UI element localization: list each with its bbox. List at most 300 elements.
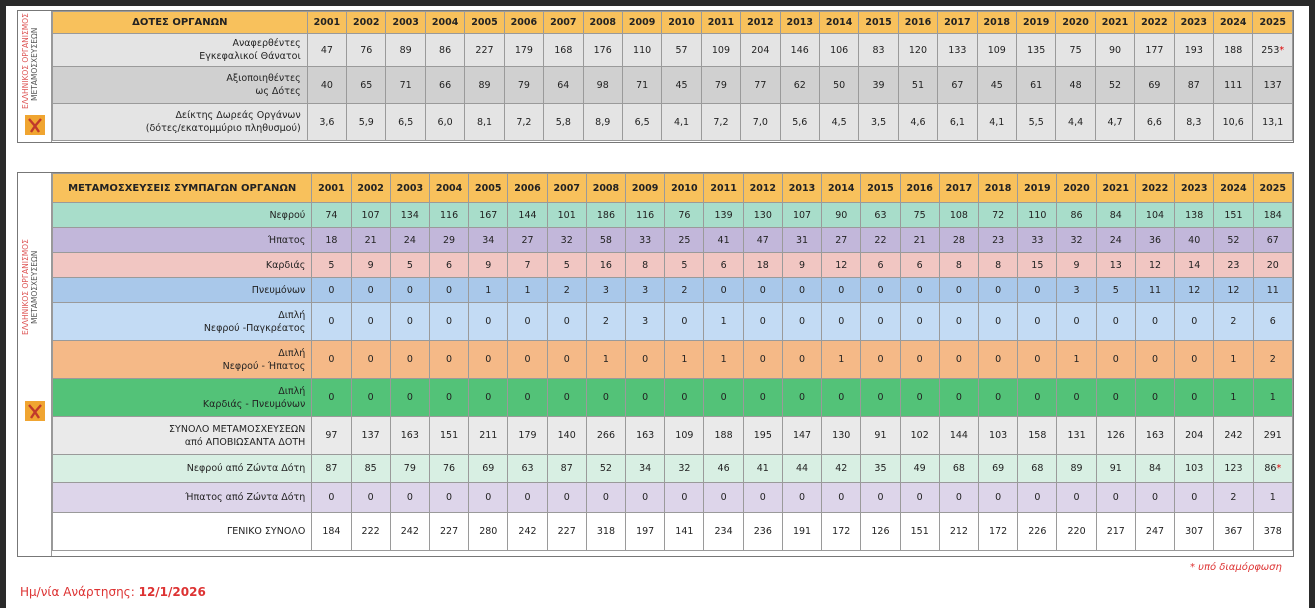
- data-cell: [665, 341, 704, 379]
- data-cell: [429, 253, 468, 278]
- data-cell: [1057, 379, 1096, 417]
- data-cell: [1018, 341, 1057, 379]
- cell-value: 0: [642, 392, 649, 403]
- year-header: 2018: [979, 174, 1018, 203]
- data-cell: [544, 104, 583, 141]
- cell-value: 0: [642, 492, 649, 503]
- data-cell: [351, 513, 390, 551]
- cell-value: 9: [1073, 259, 1080, 271]
- data-cell: [1175, 203, 1214, 228]
- cell-value: 86: [1070, 209, 1083, 221]
- data-cell: [547, 278, 586, 303]
- data-cell: [979, 253, 1018, 278]
- cell-value: 0: [602, 392, 609, 403]
- cell-value: 1: [1269, 492, 1276, 503]
- cell-value: 0: [916, 392, 923, 403]
- cell-value: 135: [1027, 44, 1046, 56]
- cell-value: 0: [1034, 316, 1041, 327]
- data-cell: [1057, 228, 1096, 253]
- data-cell: [547, 303, 586, 341]
- cell-value: 137: [361, 430, 380, 441]
- cell-value: 28: [952, 234, 965, 246]
- data-cell: [508, 303, 547, 341]
- cell-value: 79: [403, 463, 416, 474]
- data-cell: [1214, 417, 1253, 455]
- org-name-vertical: ΕΛΛΗΝΙΚΟΣ ΟΡΓΑΝΙΣΜΟΣ ΜΕΤΑΜΟΣΧΕΥΣΕΩΝ: [21, 239, 39, 335]
- cell-value: 7: [524, 259, 531, 271]
- data-cell: [938, 67, 977, 104]
- data-cell: [1096, 417, 1135, 455]
- data-cell: [504, 67, 543, 104]
- cell-value: 87: [560, 463, 573, 474]
- data-cell: [626, 303, 665, 341]
- cell-value: 1: [720, 354, 727, 365]
- row-label: [53, 67, 308, 104]
- data-cell: [351, 455, 390, 483]
- data-cell: [819, 67, 858, 104]
- data-cell: [701, 34, 740, 67]
- cell-value: 0: [1073, 492, 1080, 503]
- data-cell: [508, 379, 547, 417]
- cell-value: 0: [485, 492, 492, 503]
- data-cell: [586, 513, 625, 551]
- cell-value: 103: [1185, 463, 1204, 474]
- data-cell: [822, 303, 861, 341]
- cell-value: 168: [554, 44, 573, 56]
- cell-value: 106: [830, 44, 849, 56]
- cell-value: 0: [1073, 316, 1080, 327]
- data-cell: [979, 341, 1018, 379]
- data-cell: [939, 455, 978, 483]
- data-cell: [586, 253, 625, 278]
- data-cell: [859, 34, 898, 67]
- cell-value: 253: [1261, 44, 1280, 56]
- data-cell: [662, 67, 701, 104]
- data-cell: [508, 203, 547, 228]
- data-cell: [743, 278, 782, 303]
- cell-value: 204: [751, 44, 770, 56]
- cell-value: 236: [753, 526, 772, 537]
- data-cell: [743, 483, 782, 513]
- cell-value: 6: [720, 259, 727, 271]
- cell-value: 57: [675, 44, 688, 56]
- data-cell: [390, 253, 429, 278]
- cell-value: 0: [995, 492, 1002, 503]
- cell-value: 109: [675, 430, 694, 441]
- cell-value: 217: [1106, 526, 1125, 537]
- year-header: 2007: [547, 174, 586, 203]
- data-cell: [544, 34, 583, 67]
- data-cell: [351, 483, 390, 513]
- data-cell: [704, 203, 743, 228]
- cell-value: 0: [681, 316, 688, 327]
- data-cell: [939, 513, 978, 551]
- cell-value: 42: [835, 463, 848, 474]
- cell-value: 0: [563, 354, 570, 365]
- data-cell: [508, 513, 547, 551]
- cell-value: 33: [1031, 234, 1044, 246]
- cell-value: 69: [482, 463, 495, 474]
- year-header: 2008: [583, 12, 622, 34]
- year-header: 2014: [819, 12, 858, 34]
- data-cell: [547, 253, 586, 278]
- data-cell: [547, 483, 586, 513]
- cell-value: 0: [1191, 316, 1198, 327]
- data-cell: [822, 341, 861, 379]
- cell-value: 32: [560, 234, 573, 246]
- cell-value: 71: [399, 79, 412, 91]
- cell-value: 0: [799, 354, 806, 365]
- cell-value: 0: [485, 354, 492, 365]
- data-cell: [626, 455, 665, 483]
- data-cell: [898, 67, 937, 104]
- data-cell: [704, 483, 743, 513]
- data-cell: [861, 455, 900, 483]
- data-cell: [979, 203, 1018, 228]
- data-cell: [586, 228, 625, 253]
- data-cell: [861, 513, 900, 551]
- year-header: 2020: [1057, 174, 1096, 203]
- cell-value: 0: [720, 492, 727, 503]
- data-cell: [1253, 303, 1292, 341]
- data-cell: [508, 417, 547, 455]
- year-header: 2009: [626, 174, 665, 203]
- cell-value: 8,3: [1186, 116, 1202, 128]
- data-cell: [1175, 341, 1214, 379]
- cell-value: 52: [1227, 234, 1240, 246]
- data-cell: [386, 34, 425, 67]
- cell-value: 34: [639, 463, 652, 474]
- data-cell: [861, 483, 900, 513]
- cell-value: 212: [949, 526, 968, 537]
- data-cell: [1057, 253, 1096, 278]
- cell-value: 51: [911, 79, 925, 91]
- data-cell: [312, 513, 351, 551]
- data-cell: [939, 228, 978, 253]
- data-cell: [504, 34, 543, 67]
- data-cell: [1175, 379, 1214, 417]
- year-header: 2023: [1174, 12, 1213, 34]
- cell-value: 67: [1266, 234, 1279, 246]
- cell-value: 3,6: [319, 116, 335, 128]
- cell-value: 0: [602, 492, 609, 503]
- cell-value: 0: [367, 316, 374, 327]
- cell-value: 66: [439, 79, 452, 91]
- cell-value: 11: [1266, 284, 1279, 296]
- cell-value: 6,5: [634, 116, 650, 128]
- cell-value: 63: [874, 209, 887, 221]
- cell-value: 172: [989, 526, 1008, 537]
- data-cell: [1135, 379, 1174, 417]
- cell-value: 79: [517, 79, 530, 91]
- cell-value: 0: [446, 354, 453, 365]
- data-cell: [469, 379, 508, 417]
- year-header: 2005: [465, 12, 504, 34]
- cell-value: 0: [524, 316, 531, 327]
- data-cell: [469, 228, 508, 253]
- cell-value: 172: [832, 526, 851, 537]
- data-cell: [1056, 34, 1095, 67]
- data-cell: [312, 303, 351, 341]
- data-cell: [390, 228, 429, 253]
- cell-value: 10,6: [1222, 116, 1244, 128]
- year-header: 2023: [1175, 174, 1214, 203]
- cell-value: 6,1: [949, 116, 965, 128]
- cell-value: 12: [1148, 259, 1162, 271]
- cell-value: 109: [711, 44, 730, 56]
- cell-value: 6,6: [1146, 116, 1162, 128]
- data-cell: [312, 203, 351, 228]
- data-cell: [307, 34, 346, 67]
- data-cell: [1016, 104, 1055, 141]
- data-cell: [859, 104, 898, 141]
- data-cell: [780, 34, 819, 67]
- data-cell: [586, 455, 625, 483]
- data-cell: [704, 278, 743, 303]
- row-label-line1: Διπλή: [278, 309, 306, 321]
- data-cell: [1253, 253, 1292, 278]
- row-label-line2: ως Δότες: [255, 86, 301, 97]
- data-cell: [586, 278, 625, 303]
- cell-value: 12: [1227, 284, 1240, 296]
- cell-value: 79: [714, 79, 727, 91]
- cell-value: 0: [1034, 354, 1041, 365]
- data-cell: [782, 379, 821, 417]
- cell-value: 36: [1148, 234, 1162, 246]
- cell-value: 62: [793, 79, 806, 91]
- cell-value: 39: [872, 79, 885, 91]
- cell-value: 74: [325, 209, 338, 221]
- row-label-line1: ΣΥΝΟΛΟ ΜΕΤΑΜΟΣΧΕΥΣΕΩΝ: [169, 423, 306, 435]
- cell-value: 23: [992, 234, 1005, 246]
- data-cell: [1018, 379, 1057, 417]
- cell-value: 211: [479, 430, 498, 441]
- cell-value: 3: [602, 284, 609, 296]
- cell-value: 6: [446, 259, 453, 271]
- cell-value: 35: [874, 463, 887, 474]
- cell-value: 147: [792, 430, 812, 441]
- cell-value: 40: [320, 79, 333, 91]
- cell-value: 5,8: [555, 116, 571, 128]
- year-header: 2009: [622, 12, 661, 34]
- cell-value: 32: [678, 463, 691, 474]
- cell-value: 91: [1109, 463, 1122, 474]
- data-cell: [1253, 341, 1292, 379]
- eom-logo-icon: [25, 401, 45, 421]
- data-cell: [586, 341, 625, 379]
- data-cell: [1096, 303, 1135, 341]
- data-cell: [586, 483, 625, 513]
- cell-value: 291: [1263, 430, 1282, 441]
- data-cell: [390, 341, 429, 379]
- data-cell: [701, 67, 740, 104]
- cell-value: 67: [951, 79, 964, 91]
- data-cell: [704, 253, 743, 278]
- data-cell: [900, 483, 939, 513]
- cell-value: 7,0: [752, 116, 768, 128]
- cell-value: 90: [835, 209, 848, 221]
- data-cell: [939, 379, 978, 417]
- cell-value: 13,1: [1262, 116, 1284, 128]
- cell-value: 4,6: [910, 116, 926, 128]
- cell-value: 69: [992, 463, 1005, 474]
- cell-value: 0: [328, 492, 335, 503]
- table-row: [53, 67, 1293, 104]
- donors-table-block: [17, 10, 1294, 143]
- data-cell: [1253, 228, 1292, 253]
- row-label-line2: από ΑΠΟΒΙΩΣΑΝΤΑ ΔΟΤΗ: [184, 436, 306, 448]
- data-cell: [307, 104, 346, 141]
- data-cell: [429, 278, 468, 303]
- data-cell: [347, 34, 386, 67]
- cell-value: 103: [989, 430, 1008, 441]
- cell-value: 126: [1106, 430, 1125, 441]
- data-cell: [312, 483, 351, 513]
- side-banner-top: [18, 11, 52, 142]
- cell-value: 0: [681, 492, 688, 503]
- data-cell: [939, 483, 978, 513]
- data-cell: [351, 228, 390, 253]
- cell-value: 220: [1067, 526, 1086, 537]
- data-cell: [390, 303, 429, 341]
- cell-value: 101: [557, 209, 576, 221]
- data-cell: [741, 104, 780, 141]
- data-cell: [351, 303, 390, 341]
- data-cell: [743, 253, 782, 278]
- year-header: 2008: [586, 174, 625, 203]
- cell-value: 71: [636, 79, 649, 91]
- cell-value: 163: [1145, 430, 1165, 441]
- cell-value: 0: [328, 316, 335, 327]
- publication-date-label: Ημ/νία Ανάρτησης:: [20, 585, 135, 599]
- cell-value: 13: [1109, 259, 1122, 271]
- data-cell: [1214, 303, 1253, 341]
- cell-value: 89: [478, 79, 491, 91]
- row-label: [53, 34, 308, 67]
- cell-value: 0: [406, 492, 413, 503]
- cell-value: 1: [720, 316, 727, 327]
- window-frame-top: [0, 0, 1315, 6]
- data-cell: [1253, 278, 1292, 303]
- cell-value: 8,9: [595, 116, 611, 128]
- data-cell: [1096, 379, 1135, 417]
- cell-value: 15: [1031, 259, 1044, 271]
- cell-value: 139: [714, 209, 733, 221]
- cell-value: 7,2: [516, 116, 532, 128]
- cell-value: 11: [1148, 284, 1162, 296]
- cell-value: 0: [877, 354, 884, 365]
- table-row: [53, 303, 1293, 341]
- year-header: 2002: [347, 12, 386, 34]
- data-cell: [861, 417, 900, 455]
- data-cell: [469, 513, 508, 551]
- cell-value: 280: [479, 526, 498, 537]
- row-label-line1: Διπλή: [278, 385, 306, 397]
- data-cell: [425, 104, 464, 141]
- data-cell: [780, 67, 819, 104]
- data-cell: [508, 228, 547, 253]
- year-header: 2006: [508, 174, 547, 203]
- data-cell: [1135, 278, 1174, 303]
- data-cell: [822, 253, 861, 278]
- cell-value: 247: [1145, 526, 1165, 537]
- data-cell: [425, 67, 464, 104]
- cell-value: 6: [877, 259, 884, 271]
- cell-value: 0: [406, 354, 413, 365]
- cell-value: 144: [949, 430, 968, 441]
- row-label: [53, 278, 312, 303]
- cell-value: 50: [833, 79, 846, 91]
- cell-value: 130: [753, 209, 772, 221]
- table-row: [53, 253, 1293, 278]
- row-label: [53, 303, 312, 341]
- data-cell: [1174, 34, 1213, 67]
- data-cell: [1175, 417, 1214, 455]
- data-cell: [429, 203, 468, 228]
- data-cell: [1016, 67, 1055, 104]
- data-cell: [547, 203, 586, 228]
- cell-value: 111: [1224, 79, 1243, 91]
- data-cell: [898, 34, 937, 67]
- table-row: [53, 228, 1293, 253]
- data-cell: [1096, 278, 1135, 303]
- cell-value: 52: [599, 463, 612, 474]
- cell-value: 0: [916, 492, 923, 503]
- data-cell: [469, 303, 508, 341]
- data-cell: [979, 417, 1018, 455]
- data-cell: [312, 278, 351, 303]
- cell-value: 84: [1148, 463, 1162, 474]
- cell-value: 0: [485, 316, 492, 327]
- year-header: 2019: [1018, 174, 1057, 203]
- cell-value: 242: [400, 526, 419, 537]
- row-label: [53, 513, 312, 551]
- cell-value: 0: [995, 392, 1002, 403]
- data-cell: [782, 203, 821, 228]
- data-cell: [469, 483, 508, 513]
- year-header: 2013: [782, 174, 821, 203]
- year-header: 2017: [939, 174, 978, 203]
- row-label-line1: Καρδιάς: [265, 259, 306, 271]
- data-cell: [1175, 513, 1214, 551]
- row-label: [53, 417, 312, 455]
- cell-value: 167: [479, 209, 498, 221]
- data-cell: [1214, 483, 1253, 513]
- cell-value: 137: [1263, 79, 1282, 91]
- cell-value: 0: [1151, 492, 1159, 503]
- cell-value: 0: [642, 354, 649, 365]
- row-label-line1: Ήπατος από Ζώντα Δότη: [185, 492, 306, 503]
- cell-value: 5: [563, 259, 570, 271]
- cell-value: 0: [563, 392, 570, 403]
- data-cell: [861, 253, 900, 278]
- cell-value: 188: [714, 430, 733, 441]
- cell-value: 8,1: [476, 116, 493, 128]
- data-cell: [1095, 104, 1134, 141]
- cell-value: 0: [995, 284, 1002, 296]
- data-cell: [979, 228, 1018, 253]
- year-header: 2010: [662, 12, 701, 34]
- cell-value: 177: [1145, 44, 1164, 56]
- data-cell: [1018, 455, 1057, 483]
- cell-value: 104: [1145, 209, 1165, 221]
- cell-value: 0: [446, 392, 453, 403]
- data-cell: [1135, 228, 1174, 253]
- data-cell: [782, 253, 821, 278]
- cell-value: 0: [1034, 392, 1041, 403]
- row-label-line2: Εγκεφαλικοί Θάνατοι: [199, 51, 301, 62]
- data-cell: [979, 278, 1018, 303]
